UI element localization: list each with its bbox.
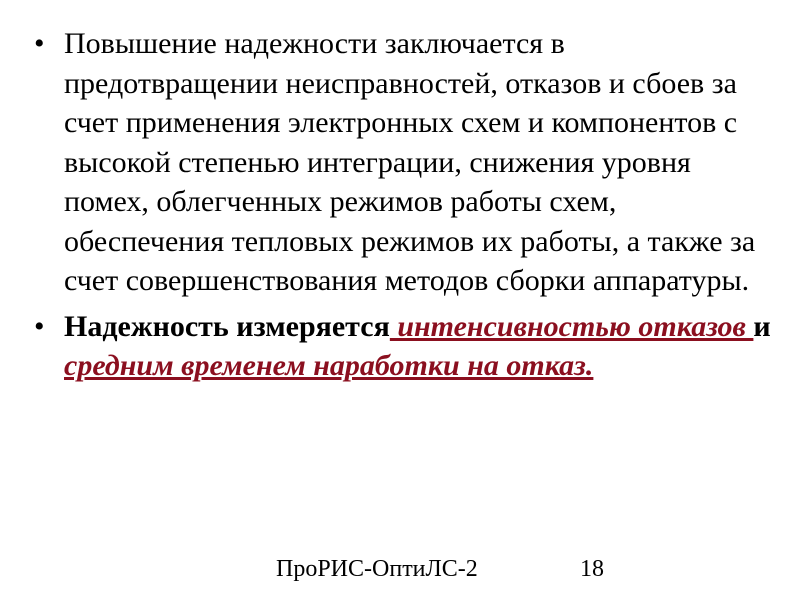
term-failure-rate-link: интенсивностью отказов	[389, 309, 754, 343]
bullet-item-reliability-improvement	[34, 24, 774, 301]
bullet-joiner: и	[753, 309, 771, 343]
bullet-prefix: Надежность измеряется	[64, 309, 390, 343]
term-mtbf-link: средним временем наработки на отказ.	[64, 349, 594, 382]
bullet-item-reliability-measure	[34, 307, 774, 386]
bullet-list	[34, 24, 774, 392]
bullet-text: Повышение надежности заключается в предотвращении неисправностей, отказов и сбоев за счет применения электронных схем и компонентов с высокой степенью интеграции, снижения уровня помех, облегченных режимов работы схем, обеспечения тепловых режимов их работы, а также за счет совершенствования методов сборки аппаратуры.	[64, 27, 756, 297]
bullet-icon: •	[34, 309, 45, 343]
bullet-icon: •	[34, 27, 45, 60]
slide-footer: ПроРИС-ОптиЛС-2	[276, 556, 478, 582]
page-number: 18	[580, 556, 604, 582]
